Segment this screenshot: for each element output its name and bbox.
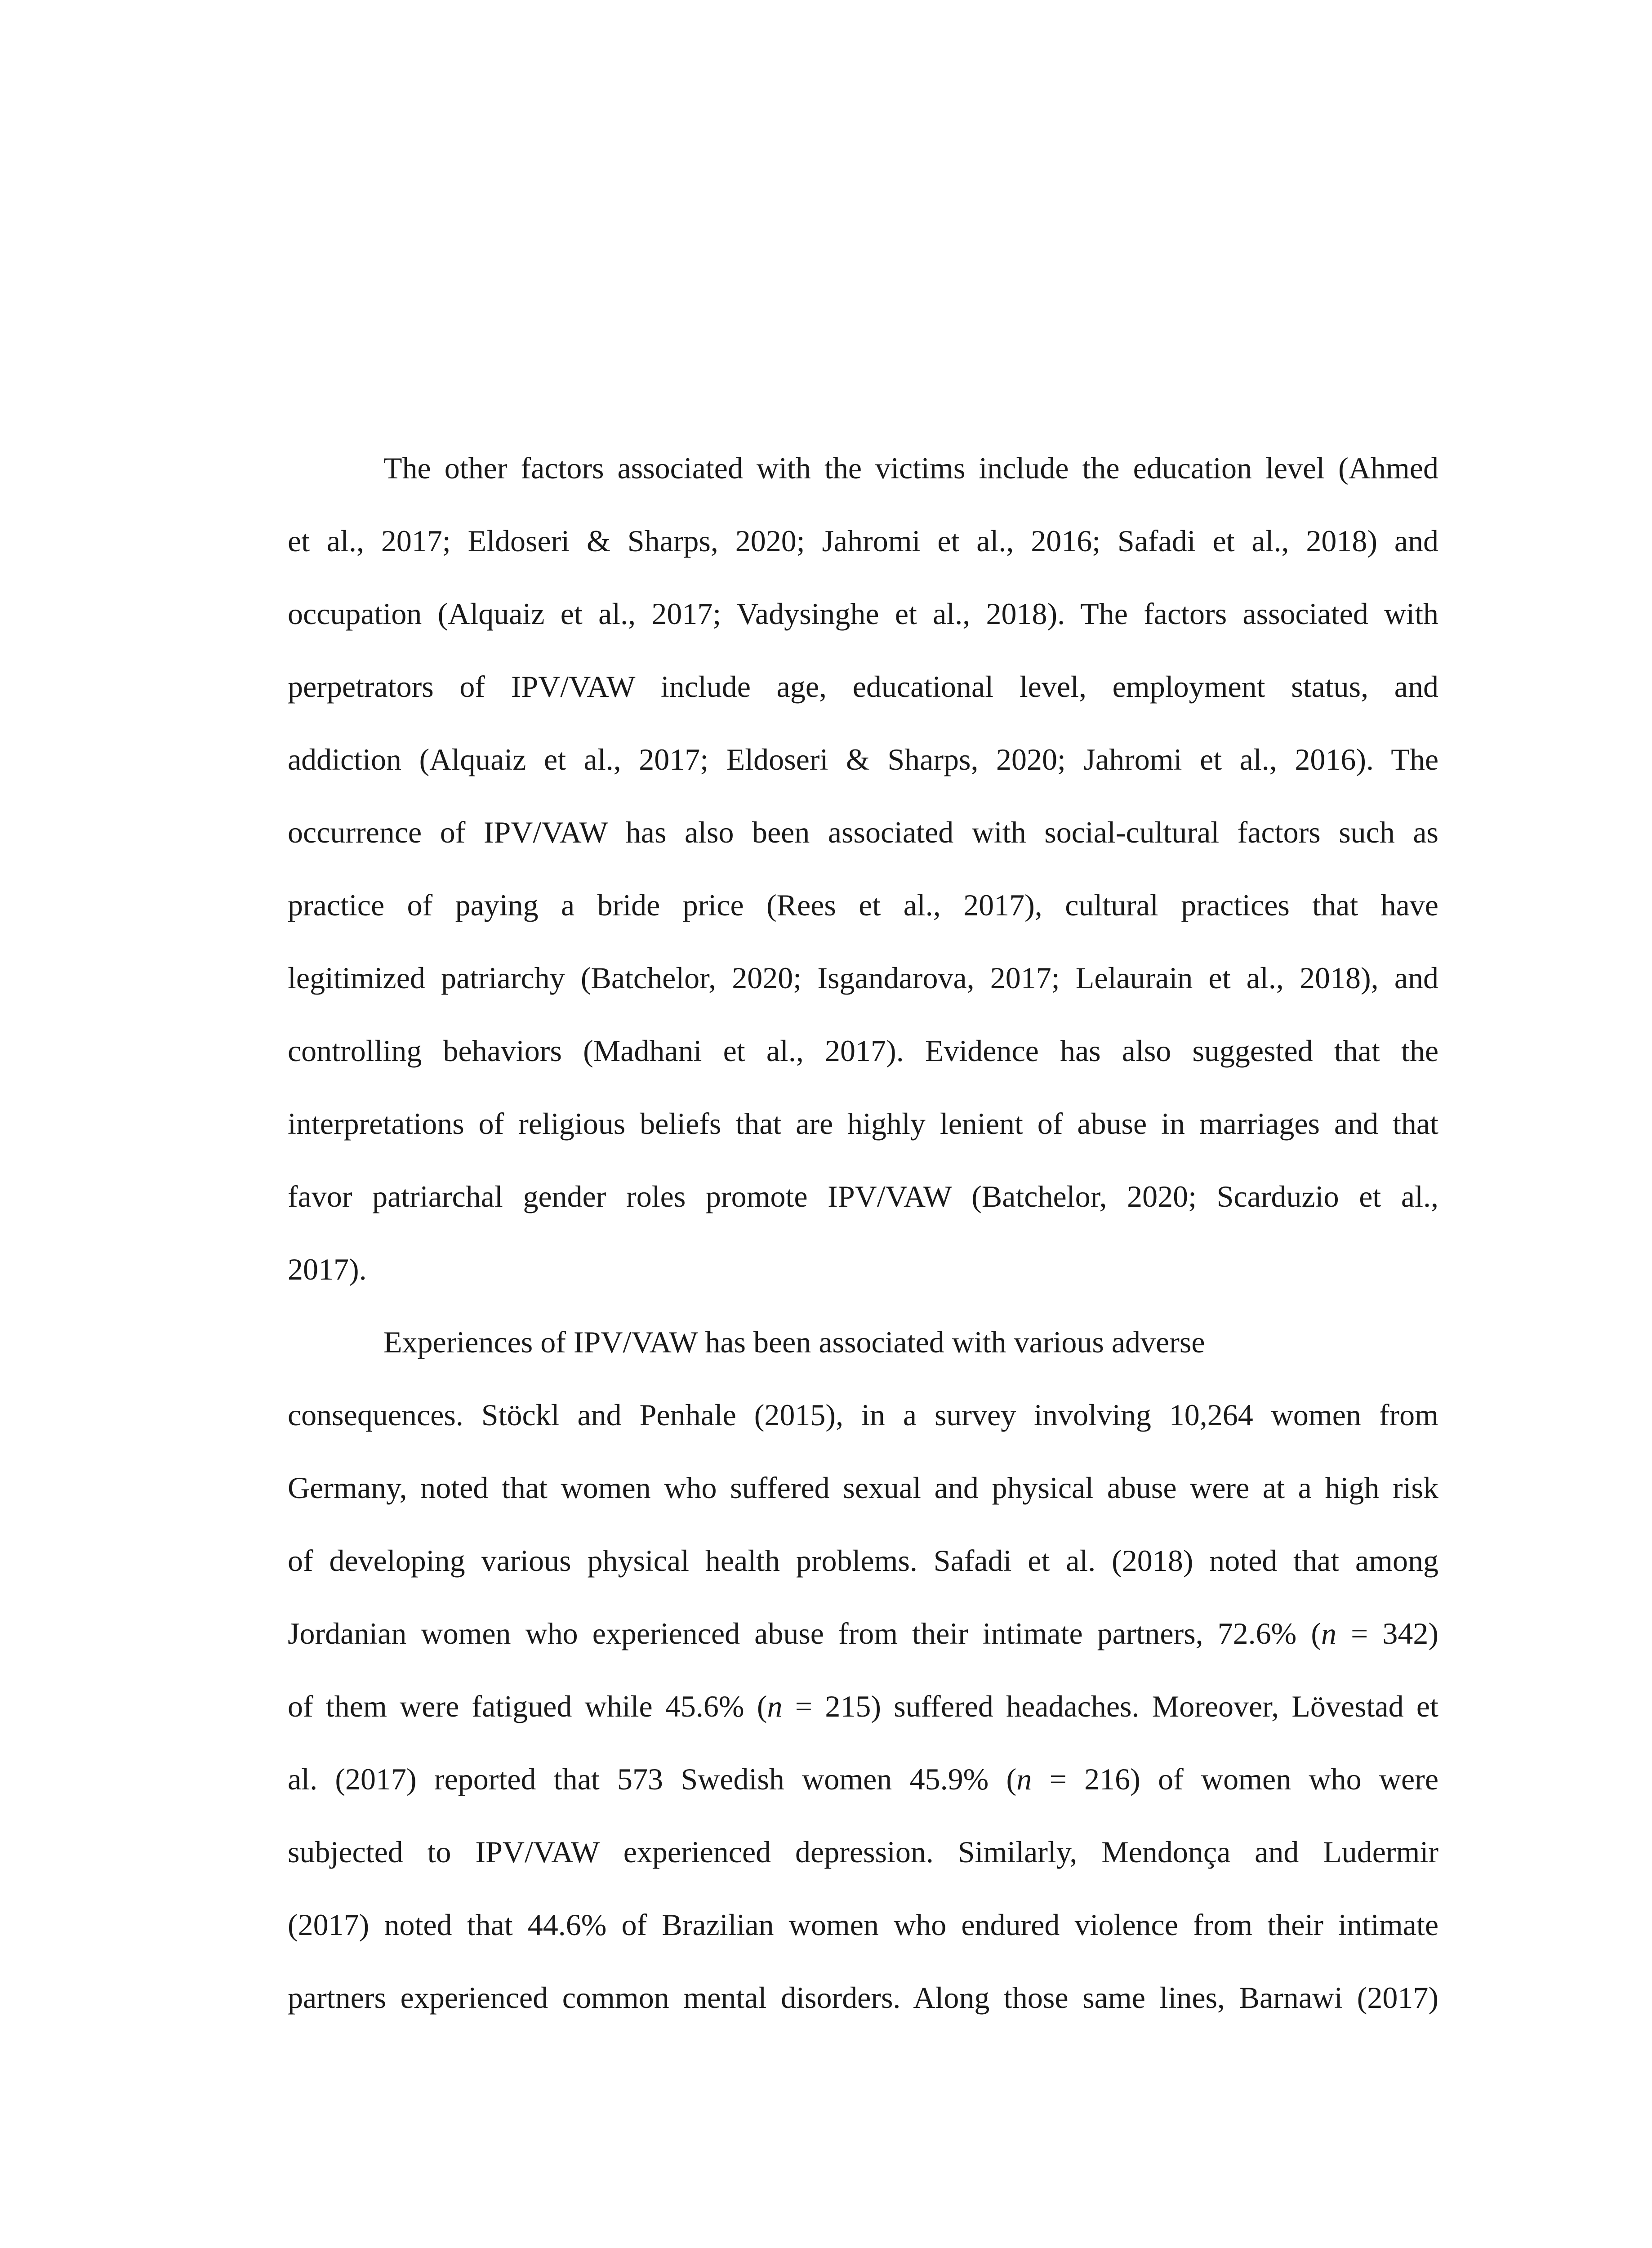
paragraph-2-line-4: of developing various physical health problems. Safadi et al. (2018) noted that among [288,1543,1438,1578]
paragraph-1-line-1: The other factors associated with the victims include the education level (Ahmed [383,451,1438,485]
paragraph-2-line-8: subjected to IPV/VAW experienced depression. Similarly, Mendonça and Ludermir [288,1835,1438,1869]
paragraph-1-line-5: addiction (Alquaiz et al., 2017; Eldoseri & Sharps, 2020; Jahromi et al., 2016). The [288,742,1438,776]
paragraph-1-line-3: occupation (Alquaiz et al., 2017; Vadysinghe et al., 2018). The factors associated with [288,597,1438,631]
paragraph-1-line-11: favor patriarchal gender roles promote IPV/VAW (Batchelor, 2020; Scarduzio et al., [288,1179,1438,1213]
paragraph-1-line-10: interpretations of religious beliefs that are highly lenient of abuse in marriages and that [288,1106,1438,1141]
paragraph-2-line-2: consequences. Stöckl and Penhale (2015), in a survey involving 10,264 women from [288,1398,1438,1432]
paragraph-2-line-1: Experiences of IPV/VAW has been associated with various adverse [383,1325,1205,1359]
paragraph-1-line-7: practice of paying a bride price (Rees et al., 2017), cultural practices that have [288,888,1438,922]
paragraph-1-line-8: legitimized patriarchy (Batchelor, 2020; Isgandarova, 2017; Lelaurain et al., 2018), and [288,961,1438,995]
paragraph-2-line-3: Germany, noted that women who suffered sexual and physical abuse were at a high risk [288,1471,1438,1505]
italic-n: n [767,1689,783,1723]
italic-n: n [1016,1762,1032,1796]
paragraph-1-line-4: perpetrators of IPV/VAW include age, educational level, employment status, and [288,669,1438,704]
paragraph-2-line-9: (2017) noted that 44.6% of Brazilian women who endured violence from their intimate [288,1908,1438,1942]
paragraph-2-line-5: Jordanian women who experienced abuse from their intimate partners, 72.6% (n = 342) [288,1616,1439,1650]
paragraph-2-line-10: partners experienced common mental disorders. Along those same lines, Barnawi (2017) [288,1980,1438,2015]
paragraph-2-line-7: al. (2017) reported that 573 Swedish women 45.9% (n = 216) of women who were [288,1762,1439,1796]
paragraph-1-line-12: 2017). [288,1252,367,1286]
paragraph-2-line-6: of them were fatigued while 45.6% (n = 215) suffered headaches. Moreover, Lövestad et [288,1689,1438,1723]
paragraph-1-line-9: controlling behaviors (Madhani et al., 2017). Evidence has also suggested that the [288,1034,1438,1068]
paragraph-1-line-2: et al., 2017; Eldoseri & Sharps, 2020; Jahromi et al., 2016; Safadi et al., 2018) and [288,524,1438,558]
italic-n: n [1321,1616,1336,1650]
body-text [288,432,1438,2034]
paragraph-1-line-6: occurrence of IPV/VAW has also been associated with social-cultural factors such as [288,815,1438,849]
